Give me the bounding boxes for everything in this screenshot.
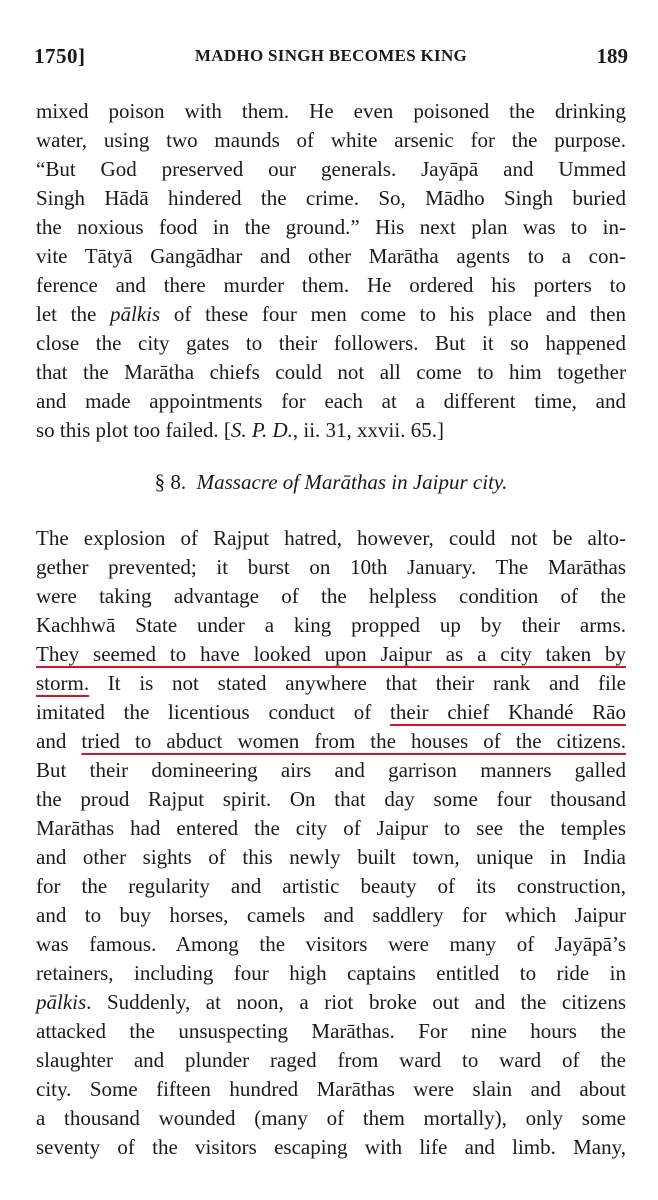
text-line: a thousand wounded (many of them mortally), only some	[36, 1106, 626, 1130]
text-line: close the city gates to their followers. But it so happened	[36, 331, 626, 355]
text-line	[36, 300, 626, 329]
text-line: gether prevented; it burst on 10th January. The Marāthas	[36, 555, 626, 579]
text-line: and to buy horses, camels and saddlery for which Jaipur	[36, 903, 626, 927]
text-line: and made appointments for each at a different time, and	[36, 389, 626, 413]
text-line: the noxious food in the ground.” His next plan was to in-	[36, 215, 626, 239]
text-line: retainers, including four high captains entitled to ride in	[36, 961, 626, 985]
header-year: 1750]	[34, 44, 86, 68]
citation-source: S. P. D.	[230, 418, 293, 442]
text-line: slaughter and plunder raged from ward to ward of the	[36, 1048, 626, 1072]
italic-term: pālkis	[36, 990, 87, 1014]
text-line: “But God preserved our generals. Jayāpā and Ummed	[36, 157, 626, 181]
text-span: so this plot too failed. [	[36, 418, 231, 442]
section-title: Massacre of Marāthas in Jaipur city.	[196, 470, 508, 494]
text-line: for the regularity and artistic beauty of its construction,	[36, 874, 626, 898]
text-line: city. Some fifteen hundred Marāthas were slain and about	[36, 1077, 626, 1101]
text-line: water, using two maunds of white arsenic for the purpose.	[36, 128, 626, 152]
text-span: of these four men come to his place and then	[160, 302, 626, 326]
text-line: that the Marātha chiefs could not all come to him together	[36, 360, 626, 384]
text-line: ference and there murder them. He ordered his porters to	[36, 273, 626, 297]
text-line	[36, 988, 626, 1017]
text-span: . Suddenly, at noon, a riot broke out and the citizens	[86, 990, 626, 1014]
text-line	[36, 416, 626, 445]
text-line: and other sights of this newly built town, unique in India	[36, 845, 626, 869]
text-line: was famous. Among the visitors were many of Jayāpā’s	[36, 932, 626, 956]
text-line	[36, 698, 626, 727]
section-heading	[36, 468, 626, 497]
running-header	[34, 44, 628, 74]
text-span: imitated the licentious conduct of	[36, 700, 391, 724]
text-span: and	[36, 729, 82, 753]
text-span: let the	[36, 302, 111, 326]
underlined-text: They seemed to have looked upon Jaipur as a city taken by	[36, 642, 626, 666]
italic-term: pālkis	[110, 302, 161, 326]
page-number: 189	[596, 44, 628, 68]
text-line	[36, 727, 626, 756]
paragraph-2	[36, 524, 626, 1162]
text-line: seventy of the visitors escaping with life and limb. Many,	[36, 1135, 626, 1159]
text-line	[36, 640, 626, 669]
text-line: Marāthas had entered the city of Jaipur to see the temples	[36, 816, 626, 840]
section-number: § 8.	[154, 470, 187, 494]
text-line: attacked the unsuspecting Marāthas. For nine hours the	[36, 1019, 626, 1043]
text-line: were taking advantage of the helpless condition of the	[36, 584, 626, 608]
header-running-title: MADHO SINGH BECOMES KING	[194, 46, 468, 65]
underlined-text: tried to abduct women from the houses of the citizens.	[81, 729, 627, 753]
text-span: , ii. 31, xxvii. 65.]	[292, 418, 444, 442]
text-line: Singh Hādā hindered the crime. So, Mādho Singh buried	[36, 186, 626, 210]
text-line: The explosion of Rajput hatred, however, could not be alto-	[36, 526, 626, 550]
text-line: vite Tātyā Gangādhar and other Marātha agents to a con-	[36, 244, 626, 268]
text-line: But their domineering airs and garrison manners galled	[36, 758, 626, 782]
underlined-text: storm.	[36, 671, 90, 695]
paragraph-1	[36, 97, 626, 445]
text-line: mixed poison with them. He even poisoned the drinking	[36, 99, 626, 123]
text-line	[36, 669, 626, 698]
text-line: Kachhwā State under a king propped up by their arms.	[36, 613, 626, 637]
text-line: the proud Rajput spirit. On that day some four thousand	[36, 787, 626, 811]
underlined-text: their chief Khandé Rāo	[390, 700, 627, 724]
text-span: It is not stated anywhere that their rank and file	[89, 671, 626, 695]
